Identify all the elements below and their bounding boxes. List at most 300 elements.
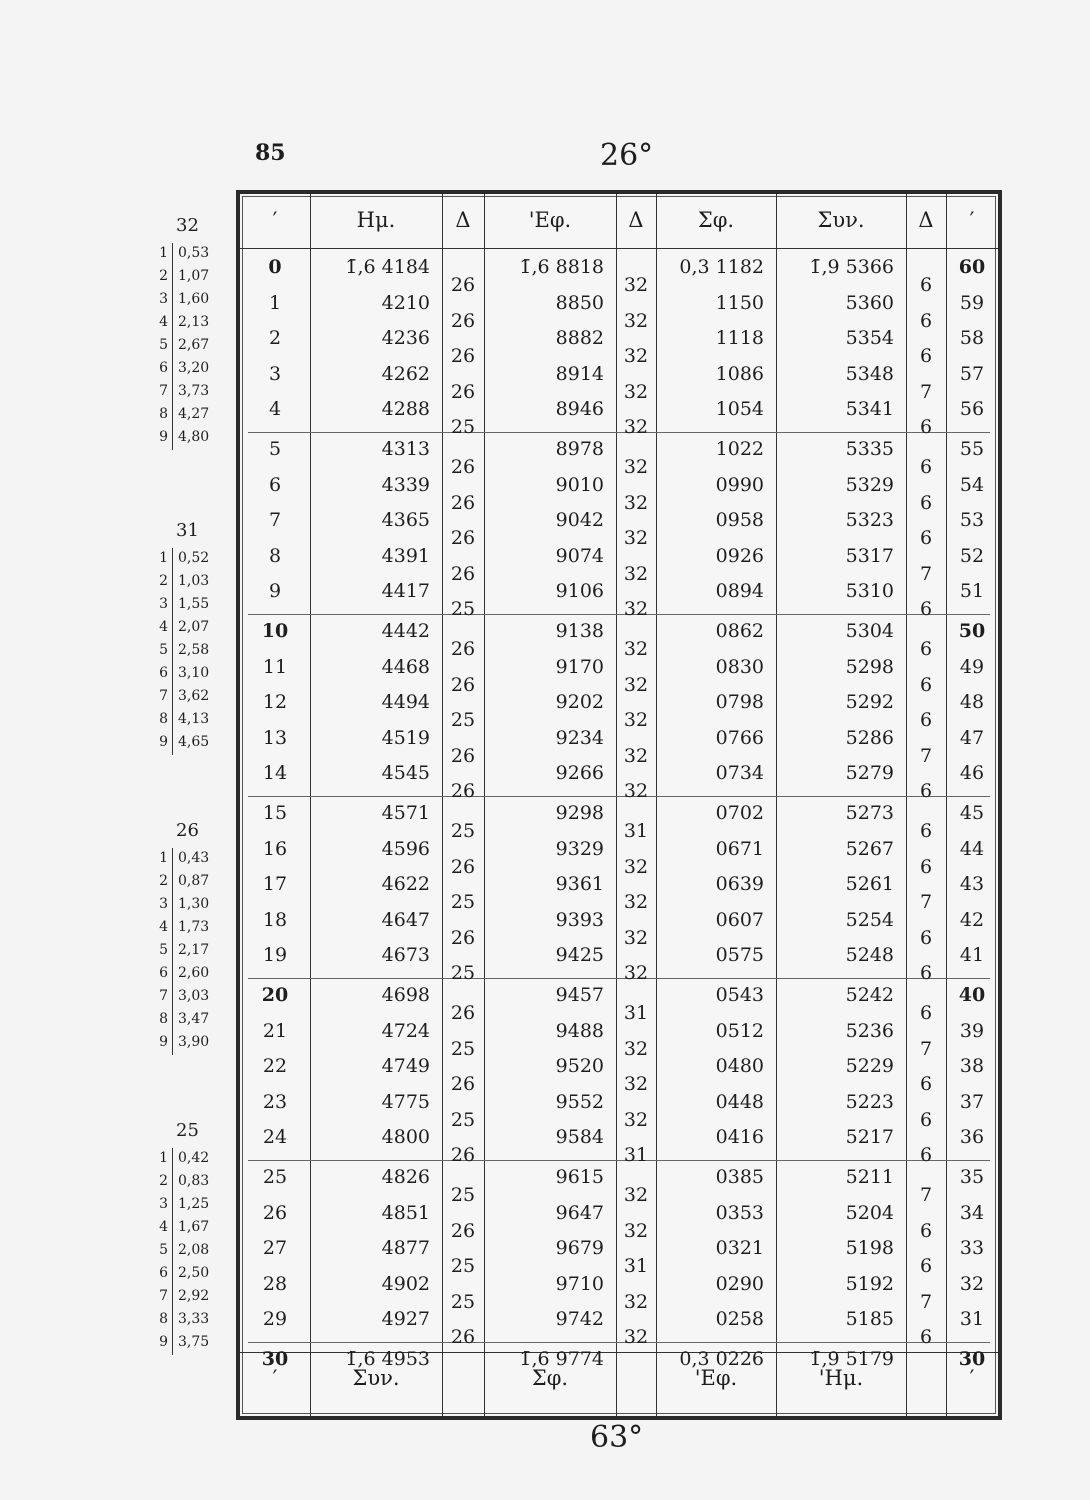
cell-d2: 32	[623, 891, 649, 914]
cell-d3: 6	[919, 1108, 933, 1131]
pp-value: 1,73	[178, 919, 210, 935]
cell-ef: 9074	[555, 544, 604, 567]
cell-sf: 1150	[715, 291, 764, 314]
cell-d1: 26	[450, 926, 476, 949]
cell-d2: 31	[623, 820, 649, 842]
cell-syn: 5323	[845, 509, 894, 532]
cell-d1: 26	[450, 562, 476, 585]
cell-m: 12	[262, 691, 288, 714]
cell-mr: 39	[959, 1019, 985, 1042]
cell-ef: 8978	[555, 438, 604, 460]
pp-value: 3,20	[178, 360, 210, 376]
cell-hm: 4902	[381, 1272, 430, 1295]
cell-mr: 40	[958, 984, 986, 1006]
cell-d2: 32	[623, 1219, 649, 1242]
trig-table	[236, 190, 1002, 1420]
footer-syn: Συν.	[352, 1366, 400, 1390]
cell-hm: 4698	[381, 984, 430, 1006]
cell-hm: 4262	[381, 362, 430, 385]
pp-divider	[172, 848, 173, 1055]
cell-ef: 9329	[555, 837, 604, 860]
cell-m: 14	[262, 762, 288, 785]
cell-d1: 25	[450, 1108, 476, 1131]
cell-d1: 26	[450, 1144, 476, 1167]
cell-d3: 6	[919, 1326, 933, 1349]
cell-hm: 4210	[381, 291, 430, 314]
cell-d1: 26	[450, 1073, 476, 1096]
cell-ef: 8882	[555, 327, 604, 350]
cell-d3: 7	[919, 562, 933, 585]
cell-ef: 8946	[555, 398, 604, 421]
pp-value: 3,10	[178, 665, 210, 681]
cell-hm: 4313	[381, 438, 430, 460]
cell-d1: 25	[450, 598, 476, 621]
cell-mr: 34	[959, 1201, 985, 1224]
footer-minute-right: ′	[969, 1366, 975, 1390]
cell-hm: 4724	[381, 1019, 430, 1042]
cell-hm: 4647	[381, 908, 430, 931]
cell-syn: 5211	[845, 1166, 894, 1188]
cell-d1: 25	[450, 709, 476, 732]
cell-ef: 9679	[555, 1237, 604, 1260]
cell-mr: 53	[959, 509, 985, 532]
cell-ef: 9010	[555, 473, 604, 496]
pp-value: 3,75	[178, 1334, 210, 1350]
cell-d1: 26	[450, 1326, 476, 1349]
pp-digit: 3	[159, 1196, 168, 1212]
cell-sf: 0766	[715, 726, 764, 749]
pp-value: 4,65	[178, 734, 210, 750]
header-delta-3: Δ	[918, 208, 934, 232]
cell-syn: 5198	[845, 1237, 894, 1260]
cell-syn: 5304	[845, 620, 894, 642]
cell-d2: 32	[623, 416, 649, 439]
cell-hm: 4749	[381, 1055, 430, 1078]
pp-digit: 9	[159, 429, 168, 445]
cell-d2: 32	[623, 562, 649, 585]
cell-d2: 32	[623, 309, 649, 332]
footer-minute-left: ′	[272, 1366, 278, 1390]
pp-digit: 2	[159, 873, 168, 889]
cell-d1: 26	[450, 1002, 476, 1024]
cell-hm: 4288	[381, 398, 430, 421]
cell-d3: 6	[919, 673, 933, 696]
cell-mr: 49	[959, 655, 985, 678]
cell-syn: 5204	[845, 1201, 894, 1224]
cell-m: 23	[262, 1090, 288, 1113]
cell-hm: 4877	[381, 1237, 430, 1260]
pp-digit: 5	[159, 642, 168, 658]
cell-d2: 32	[623, 274, 649, 296]
cell-d2: 32	[623, 1037, 649, 1060]
cell-d1: 25	[450, 962, 476, 985]
cell-syn: 5310	[845, 580, 894, 603]
pp-digit: 1	[159, 550, 168, 566]
cell-ef: 9488	[555, 1019, 604, 1042]
cell-d1: 25	[450, 1255, 476, 1278]
pp-digit: 9	[159, 1334, 168, 1350]
cell-syn: 5360	[845, 291, 894, 314]
cell-d2: 32	[623, 638, 649, 660]
cell-hm: 4775	[381, 1090, 430, 1113]
cell-sf: 0321	[715, 1237, 764, 1260]
cell-mr: 52	[959, 544, 985, 567]
cell-hm: 1̄,6 4953	[345, 1348, 430, 1370]
cell-mr: 32	[959, 1272, 985, 1295]
pp-value: 0,43	[178, 850, 210, 866]
cell-syn: 5185	[845, 1308, 894, 1331]
cell-hm: 4236	[381, 327, 430, 350]
cell-sf: 1022	[715, 438, 764, 460]
cell-mr: 36	[959, 1126, 985, 1149]
cell-d3: 6	[919, 527, 933, 550]
cell-mr: 31	[959, 1308, 985, 1331]
pp-value: 1,25	[178, 1196, 210, 1212]
pp-digit: 5	[159, 337, 168, 353]
cell-d1: 26	[450, 456, 476, 478]
pp-value: 2,67	[178, 337, 210, 353]
cell-d3: 6	[919, 274, 933, 296]
cell-hm: 4622	[381, 873, 430, 896]
cell-syn: 5279	[845, 762, 894, 785]
cell-ef: 1̄,6 8818	[519, 256, 604, 278]
cell-d2: 32	[623, 380, 649, 403]
cell-ef: 8914	[555, 362, 604, 385]
cell-sf: 0385	[715, 1166, 764, 1188]
cell-hm: 4927	[381, 1308, 430, 1331]
pp-value: 3,62	[178, 688, 210, 704]
cell-syn: 5341	[845, 398, 894, 421]
cell-mr: 58	[959, 327, 985, 350]
cell-d3: 6	[919, 345, 933, 368]
cell-syn: 5292	[845, 691, 894, 714]
pp-digit: 6	[159, 360, 168, 376]
cell-m: 13	[262, 726, 288, 749]
pp-value: 2,50	[178, 1265, 210, 1281]
cell-syn: 5248	[845, 944, 894, 967]
cell-m: 3	[268, 362, 282, 385]
pp-value: 3,47	[178, 1011, 210, 1027]
cell-mr: 50	[958, 620, 986, 642]
cell-syn: 5354	[845, 327, 894, 350]
cell-ef: 9202	[555, 691, 604, 714]
cell-sf: 0607	[715, 908, 764, 931]
cell-ef: 9170	[555, 655, 604, 678]
pp-digit: 1	[159, 1150, 168, 1166]
cell-mr: 46	[959, 762, 985, 785]
cell-hm: 1̄,6 4184	[345, 256, 430, 278]
header-delta-2: Δ	[628, 208, 644, 232]
header-rule	[240, 248, 998, 249]
cell-ef: 9710	[555, 1272, 604, 1295]
cell-hm: 4826	[381, 1166, 430, 1188]
pp-digit: 5	[159, 942, 168, 958]
cell-syn: 5229	[845, 1055, 894, 1078]
cell-ef: 9520	[555, 1055, 604, 1078]
pp-value: 4,27	[178, 406, 210, 422]
pp-value: 3,33	[178, 1311, 210, 1327]
pp-digit: 1	[159, 850, 168, 866]
cell-d2: 32	[623, 491, 649, 514]
pp-value: 2,07	[178, 619, 210, 635]
cell-m: 10	[261, 620, 289, 642]
pp-value: 0,53	[178, 245, 210, 261]
cell-m: 16	[262, 837, 288, 860]
cell-syn: 5329	[845, 473, 894, 496]
cell-syn: 5348	[845, 362, 894, 385]
cell-hm: 4545	[381, 762, 430, 785]
cell-m: 5	[268, 438, 282, 460]
pp-digit: 7	[159, 688, 168, 704]
pp-digit: 9	[159, 734, 168, 750]
cell-m: 0	[268, 256, 282, 278]
cell-hm: 4365	[381, 509, 430, 532]
pp-value: 2,13	[178, 314, 210, 330]
pp-value: 0,83	[178, 1173, 210, 1189]
pp-value: 1,55	[178, 596, 210, 612]
cell-d3: 6	[919, 1144, 933, 1167]
pp-value: 1,30	[178, 896, 210, 912]
pp-value: 1,60	[178, 291, 210, 307]
cell-d2: 32	[623, 1108, 649, 1131]
cell-m: 18	[262, 908, 288, 931]
cell-d1: 26	[450, 744, 476, 767]
cell-d2: 31	[623, 1255, 649, 1278]
cell-sf: 0416	[715, 1126, 764, 1149]
cell-mr: 59	[959, 291, 985, 314]
header-sf: Σφ.	[697, 208, 735, 232]
cell-syn: 5267	[845, 837, 894, 860]
cell-d3: 7	[919, 891, 933, 914]
cell-m: 21	[262, 1019, 288, 1042]
cell-mr: 35	[959, 1166, 985, 1188]
cell-d2: 32	[623, 1326, 649, 1349]
cell-syn: 5254	[845, 908, 894, 931]
cell-syn: 5273	[845, 802, 894, 824]
cell-d2: 32	[623, 709, 649, 732]
cell-d2: 32	[623, 1184, 649, 1206]
cell-hm: 4391	[381, 544, 430, 567]
cell-ef: 9106	[555, 580, 604, 603]
cell-sf: 0671	[715, 837, 764, 860]
cell-d1: 26	[450, 527, 476, 550]
cell-ef: 1̄,6 9774	[519, 1348, 604, 1370]
cell-hm: 4673	[381, 944, 430, 967]
cell-mr: 43	[959, 873, 985, 896]
cell-mr: 33	[959, 1237, 985, 1260]
pp-value: 2,92	[178, 1288, 210, 1304]
cell-mr: 30	[958, 1348, 986, 1370]
cell-sf: 0990	[715, 473, 764, 496]
pp-digit: 8	[159, 1011, 168, 1027]
cell-mr: 55	[959, 438, 985, 460]
pp-digit: 7	[159, 383, 168, 399]
cell-sf: 0734	[715, 762, 764, 785]
cell-m: 4	[268, 398, 282, 421]
cell-d1: 26	[450, 491, 476, 514]
pp-divider	[172, 243, 173, 450]
cell-d1: 25	[450, 1290, 476, 1313]
cell-d2: 32	[623, 780, 649, 803]
cell-m: 27	[262, 1237, 288, 1260]
cell-sf: 0894	[715, 580, 764, 603]
pp-divider	[172, 548, 173, 755]
footer-ef: 'Εφ.	[694, 1366, 738, 1390]
cell-mr: 60	[958, 256, 986, 278]
cell-d1: 25	[450, 1184, 476, 1206]
cell-m: 17	[262, 873, 288, 896]
cell-ef: 9425	[555, 944, 604, 967]
cell-d3: 6	[919, 820, 933, 842]
cell-syn: 5192	[845, 1272, 894, 1295]
cell-mr: 48	[959, 691, 985, 714]
cell-mr: 57	[959, 362, 985, 385]
cell-d3: 6	[919, 456, 933, 478]
cell-d1: 26	[450, 380, 476, 403]
cell-d3: 6	[919, 962, 933, 985]
cell-d2: 32	[623, 527, 649, 550]
pp-value: 1,03	[178, 573, 210, 589]
pp-digit: 2	[159, 573, 168, 589]
cell-d3: 6	[919, 1002, 933, 1024]
cell-d3: 6	[919, 926, 933, 949]
cell-m: 28	[262, 1272, 288, 1295]
pp-value: 2,58	[178, 642, 210, 658]
cell-hm: 4339	[381, 473, 430, 496]
cell-sf: 0958	[715, 509, 764, 532]
cell-m: 26	[262, 1201, 288, 1224]
cell-sf: 0926	[715, 544, 764, 567]
cell-mr: 44	[959, 837, 985, 860]
cell-sf: 0512	[715, 1019, 764, 1042]
cell-d2: 32	[623, 926, 649, 949]
cell-sf: 0353	[715, 1201, 764, 1224]
cell-d2: 32	[623, 1290, 649, 1313]
cell-m: 9	[268, 580, 282, 603]
pp-digit: 8	[159, 711, 168, 727]
cell-hm: 4468	[381, 655, 430, 678]
pp-digit: 2	[159, 1173, 168, 1189]
cell-syn: 5217	[845, 1126, 894, 1149]
pp-divider	[172, 1148, 173, 1355]
cell-ef: 9584	[555, 1126, 604, 1149]
cell-syn: 5286	[845, 726, 894, 749]
cell-syn: 5317	[845, 544, 894, 567]
cell-d3: 7	[919, 1290, 933, 1313]
cell-m: 2	[268, 327, 282, 350]
cell-ef: 9266	[555, 762, 604, 785]
cell-syn: 5236	[845, 1019, 894, 1042]
pp-value: 4,13	[178, 711, 210, 727]
pp-digit: 3	[159, 896, 168, 912]
cell-ef: 9042	[555, 509, 604, 532]
degree-bottom: 63°	[590, 1420, 644, 1455]
cell-sf: 1054	[715, 398, 764, 421]
cell-d1: 26	[450, 345, 476, 368]
cell-d3: 7	[919, 744, 933, 767]
cell-mr: 45	[959, 802, 985, 824]
cell-m: 20	[261, 984, 289, 1006]
pp-digit: 8	[159, 406, 168, 422]
cell-d2: 32	[623, 962, 649, 985]
cell-d1: 26	[450, 274, 476, 296]
cell-sf: 0448	[715, 1090, 764, 1113]
cell-sf: 0639	[715, 873, 764, 896]
pp-digit: 8	[159, 1311, 168, 1327]
cell-d1: 26	[450, 309, 476, 332]
pp-value: 4,80	[178, 429, 210, 445]
footer-hm: 'Ημ.	[818, 1366, 864, 1390]
cell-hm: 4800	[381, 1126, 430, 1149]
cell-sf: 0480	[715, 1055, 764, 1078]
cell-m: 7	[268, 509, 282, 532]
cell-syn: 5242	[845, 984, 894, 1006]
cell-sf: 0,3 1182	[679, 256, 764, 278]
cell-mr: 54	[959, 473, 985, 496]
cell-d3: 6	[919, 416, 933, 439]
cell-d2: 32	[623, 673, 649, 696]
cell-d2: 32	[623, 345, 649, 368]
degree-top: 26°	[600, 138, 654, 173]
cell-ef: 9457	[555, 984, 604, 1006]
cell-m: 8	[268, 544, 282, 567]
pp-digit: 9	[159, 1034, 168, 1050]
cell-d2: 32	[623, 1073, 649, 1096]
cell-ef: 9138	[555, 620, 604, 642]
cell-d3: 7	[919, 1184, 933, 1206]
cell-ef: 9647	[555, 1201, 604, 1224]
cell-d3: 6	[919, 598, 933, 621]
cell-m: 30	[261, 1348, 289, 1370]
cell-d3: 6	[919, 638, 933, 660]
cell-d1: 26	[450, 1219, 476, 1242]
cell-mr: 51	[959, 580, 985, 603]
cell-sf: 0575	[715, 944, 764, 967]
cell-m: 11	[262, 655, 288, 678]
cell-ef: 9615	[555, 1166, 604, 1188]
cell-d1: 25	[450, 820, 476, 842]
cell-ef: 9298	[555, 802, 604, 824]
cell-mr: 47	[959, 726, 985, 749]
pp-value: 3,90	[178, 1034, 210, 1050]
cell-d1: 25	[450, 891, 476, 914]
pp-digit: 3	[159, 596, 168, 612]
cell-d3: 6	[919, 855, 933, 878]
cell-sf: 0290	[715, 1272, 764, 1295]
cell-mr: 38	[959, 1055, 985, 1078]
pp-digit: 5	[159, 1242, 168, 1258]
cell-syn: 5298	[845, 655, 894, 678]
cell-d2: 32	[623, 744, 649, 767]
cell-mr: 41	[959, 944, 985, 967]
cell-d1: 25	[450, 1037, 476, 1060]
cell-hm: 4494	[381, 691, 430, 714]
cell-d3: 6	[919, 1073, 933, 1096]
cell-sf: 0258	[715, 1308, 764, 1331]
cell-hm: 4571	[381, 802, 430, 824]
cell-mr: 37	[959, 1090, 985, 1113]
cell-m: 15	[262, 802, 288, 824]
cell-d3: 6	[919, 709, 933, 732]
pp-value: 3,73	[178, 383, 210, 399]
pp-digit: 1	[159, 245, 168, 261]
cell-d2: 32	[623, 598, 649, 621]
cell-d3: 6	[919, 1219, 933, 1242]
pp-value: 1,07	[178, 268, 210, 284]
header-minute-right: ′	[969, 208, 975, 232]
cell-syn: 1̄,9 5366	[809, 256, 894, 278]
cell-d3: 6	[919, 1255, 933, 1278]
